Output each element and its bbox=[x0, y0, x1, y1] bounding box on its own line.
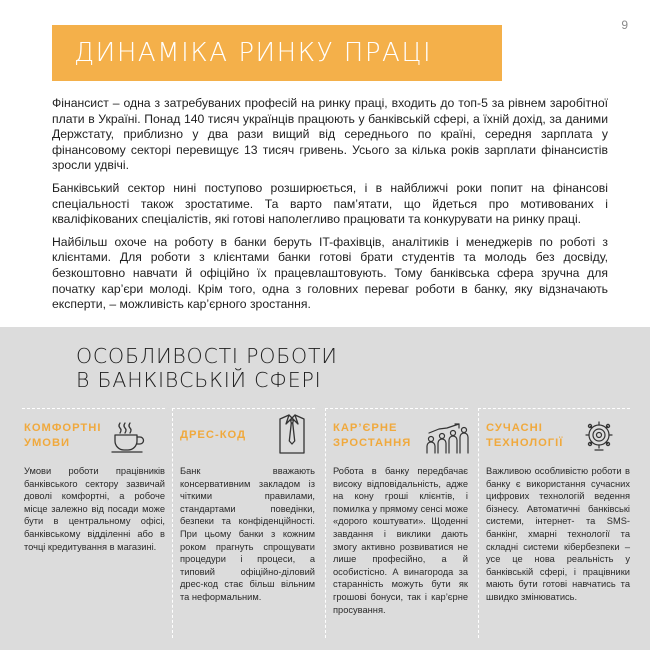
feature-cards bbox=[22, 408, 630, 638]
card-heading bbox=[486, 421, 563, 451]
card-heading bbox=[333, 421, 411, 451]
card-text: Банк вважають консервативним закладом із чіткими правилами, стандартами поведінки, безпеки та конфіденційності. При цьому банки з кожним роком прагнуть спрощувати процедури і процеси, а типовий офіційно-діловий дрес-код стає більш вільним та неформальним. bbox=[180, 466, 315, 602]
page-title: ДИНАМІКА РИНКУ ПРАЦІ bbox=[74, 38, 433, 68]
card-heading-line: ДРЕС-КОД bbox=[180, 429, 247, 441]
section-title bbox=[76, 344, 338, 392]
page-number: 9 bbox=[621, 18, 628, 32]
intro-paragraph: Банківський сектор нині поступово розширюється, і в найближчі роки попит на фінансові спеціальності також зростатиме. Та варто пам’ятати, що йдеться про мотивованих і кваліфікованих спеціалістів, які готові наполегливо працювати та конкурувати на ринку праці. bbox=[52, 180, 608, 227]
card-heading bbox=[24, 421, 101, 451]
card-heading-line: КАР’ЄРНЕ bbox=[333, 422, 398, 434]
card-text: Робота в банку передбачає високу відповідальність, адже на кону гроші клієнтів, і помилка у прямому сенсі може «дорого коштувати». Щоденні завдання і виклики дають змогу активно розвиватися не лише професійно, а й особистісно. А винагорода за старанність можуть бути як грошові бонуси, так і кар’єрне просування. bbox=[333, 466, 468, 615]
coffee-cup-icon bbox=[110, 420, 148, 459]
card-heading bbox=[180, 428, 246, 443]
card-heading-line: УМОВИ bbox=[24, 437, 71, 449]
title-banner bbox=[52, 25, 502, 81]
feature-card-comfort bbox=[22, 408, 165, 638]
intro-paragraph: Фінансист – одна з затребуваних професій на ринку праці, входить до топ-5 за рівнем заробітної плати в Україні. Понад 140 тисяч українців працюють у банківській сфері, а їхній дохід, за даними Держстату, приблизно у два рази вищий від середнього по країні, середня зарплата у фінансовому секторі перевищує 13 тисяч гривень. Усього за кілька років зарплати фінансистів зросли удвічі. bbox=[52, 96, 608, 173]
career-growth-icon bbox=[425, 423, 471, 460]
tech-gear-icon bbox=[582, 419, 616, 458]
shirt-tie-icon bbox=[274, 413, 310, 460]
intro-text bbox=[52, 96, 608, 320]
intro-paragraph: Найбільш охоче на роботу в банки беруть IT-фахівців, аналітиків і менеджерів по роботі з клієнтами. Для роботи з клієнтами банки готові брати студентів та молодь без досвіду, безкоштовно навчати й офіційно їх працевлаштовують. Тому банківська сфера зручна для початку кар’єри молоді. Крім того, одна з головних переваг роботи в банку, яку відзначають експерти, – можливість кар’єрного зростання. bbox=[52, 234, 608, 312]
feature-card-technology bbox=[478, 408, 630, 638]
card-heading-line: КОМФОРТНІ bbox=[24, 422, 102, 434]
features-panel bbox=[0, 327, 650, 650]
card-text: Важливою особливістю роботи в банку є використання сучасних цифрових технологій ведення бізнесу. Автоматичні банківські системи, інтернет- та SMS-банкінг, хмарні технології та складні системи кібербезпеки – усе це нова реальність у банківській сфері, і працівники мають бути готові навчатись та швидко змінюватись. bbox=[486, 466, 630, 602]
card-heading-line: ТЕХНОЛОГІЇ bbox=[486, 437, 564, 449]
feature-card-career bbox=[325, 408, 468, 638]
card-text: Умови роботи працівників банківського сектору зазвичай доволі комфортні, а робоче місце залежно від посади може бути в центральному офісі, банківському відділенні або в точці кредитування в магазині. bbox=[24, 466, 165, 552]
card-heading-line: ЗРОСТАННЯ bbox=[333, 437, 412, 449]
card-heading-line: СУЧАСНІ bbox=[486, 422, 543, 434]
section-title-line: ОСОБЛИВОСТІ РОБОТИ bbox=[76, 344, 338, 368]
section-title-line: В БАНКІВСЬКІЙ СФЕРІ bbox=[76, 368, 322, 392]
feature-card-dress-code bbox=[172, 408, 315, 638]
